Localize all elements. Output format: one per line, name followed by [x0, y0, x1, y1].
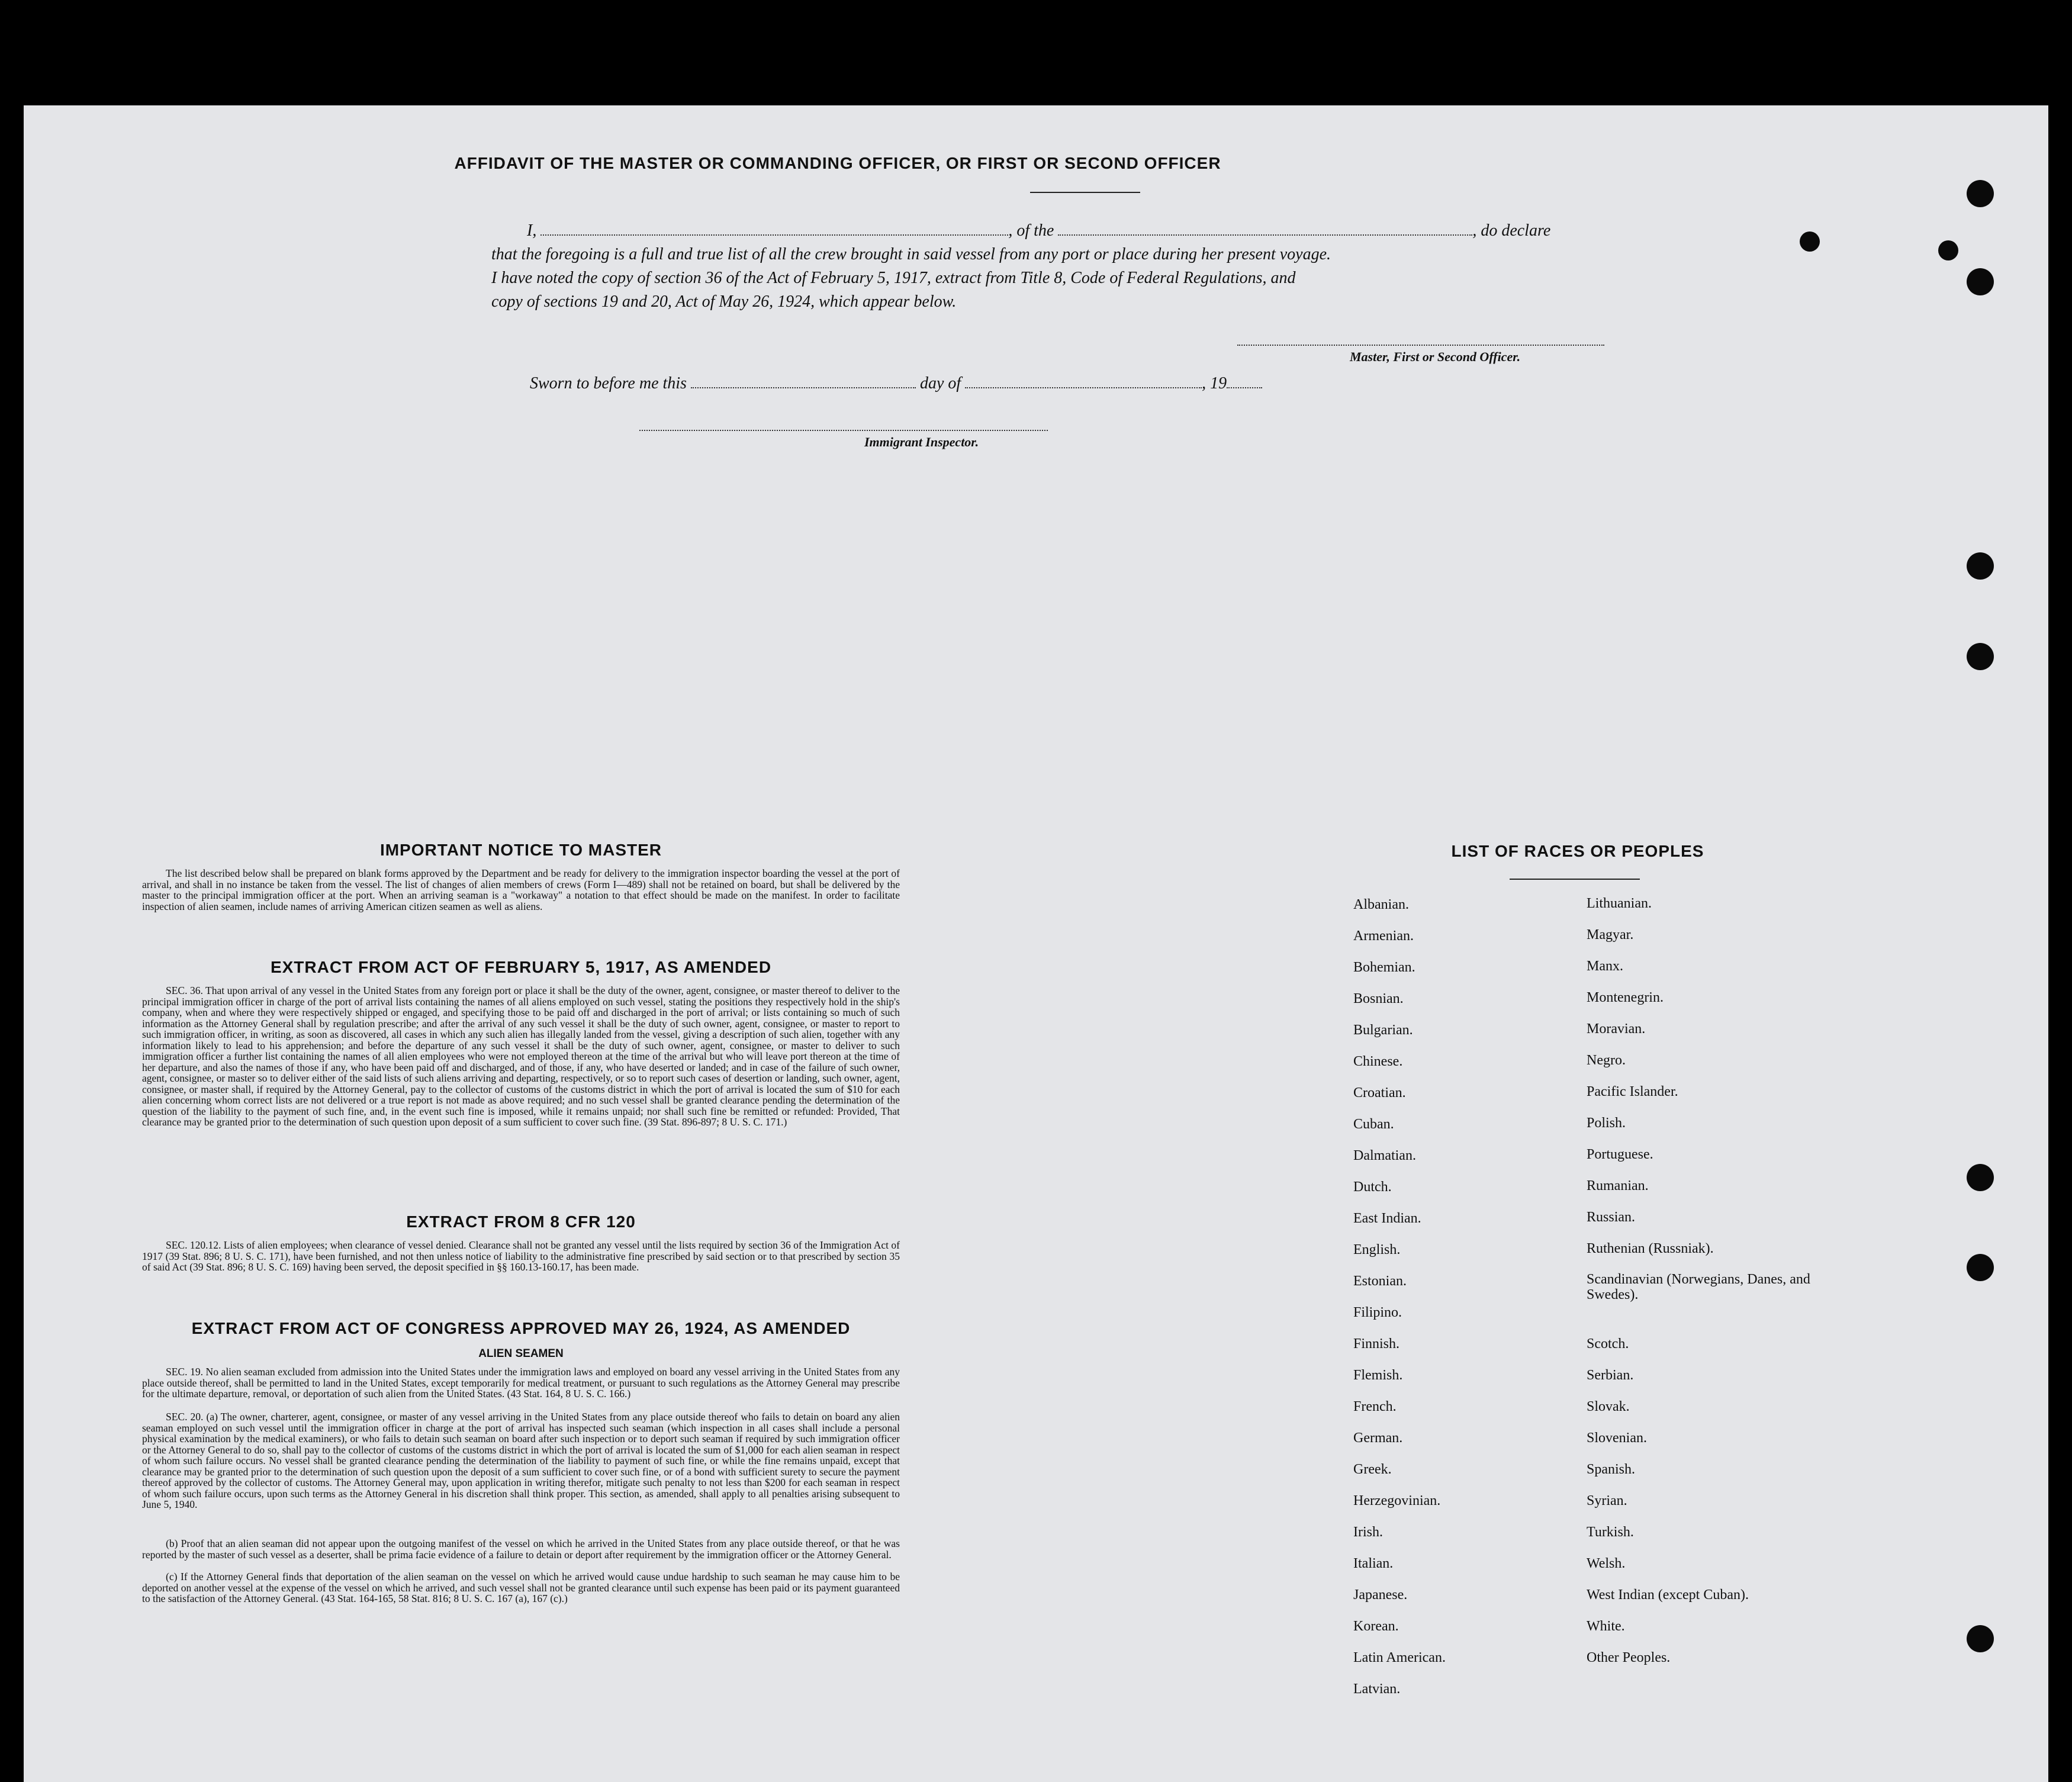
punch-hole — [1967, 1625, 1994, 1652]
day-of-label: day of — [919, 374, 961, 393]
race-item: German. — [1353, 1430, 1403, 1446]
race-item: Croatian. — [1353, 1085, 1406, 1101]
race-item: Estonian. — [1353, 1273, 1407, 1289]
race-item: Korean. — [1353, 1619, 1399, 1634]
master-signature-label: Master, First or Second Officer. — [1350, 349, 1521, 364]
extract-1917-text: SEC. 36. That upon arrival of any vessel in the United States from any foreign port or place it shall be the duty of the owner, agent, consignee, or master thereof to deliver to the principal immigration officer in charge of the port of arrival lists containing the names of all aliens employed on such vessel, stating the positions they respectively hold in the ship's company, when and where they were respectively shipped or engaged, and specifying those to be paid off and discharged in the port of arrival; or lists containing so much of such information as the Attorney General shall by regulation prescribe; and after the arrival of any such vessel it shall be the duty of such owner, agent, consignee, or master to report to such immigration officer, in writing, as soon as discovered, all cases in which any such alien has illegally landed from the vessel, giving a description of such alien, together with any information likely to lead to his apprehension; and before the departure of any such vessel it shall be the duty of such owner, agent, consignee, or master to deliver to such immigration officer a further list containing the names of all alien employees who were not employed thereon at the time of the arrival but who will leave port thereon at the time of her departure, and also the names of those if any, who have been paid off and discharged, and of those, if any, who have deserted or landed; and in case of the failure of such owner, agent, consignee, or master so to deliver either of the said lists of such aliens arriving and departing, respectively, or so to report such cases of desertion or landing, such owner, agent, consignee, or master shall, if required by the Attorney General, pay to the collector of customs of the customs district in which the port of arrival is located the sum of $10 for each alien concerning whom correct lists are not delivered or a true report is not made as above required; and no such vessel shall be granted clearance pending the determination of the question of the liability to the payment of such fine, and, in the event such fine is imposed, while it remains unpaid; nor shall such fine be remitted or refunded: Provided, That clearance may be granted prior to the determination of such question upon deposit of a sum sufficient to cover such fine. (39 Stat. 896-897; 8 U. S. C. 171.) — [142, 985, 900, 1128]
punch-hole — [1967, 1254, 1994, 1281]
race-item: Scotch. — [1587, 1336, 1629, 1352]
extract-1924-heading: EXTRACT FROM ACT OF CONGRESS APPROVED MAY 26, 1924, AS AMENDED — [191, 1319, 851, 1337]
race-item: Welsh. — [1587, 1556, 1626, 1571]
month-blank[interactable] — [965, 374, 1202, 388]
section-20a-text: SEC. 20. (a) The owner, charterer, agent, consignee, or master of any vessel arriving in the United States from any place outside thereof who fails to detain on board any alien seaman employed on such vessel until the immigration officer in charge at the port of arrival has inspected such seaman (which inspection in all cases shall include a personal physical examination by the medical examiners), or who fails to detain such seaman on board after such inspection or to deport such seaman if required by such immigration officer or the Attorney General to do so, shall pay to the collector of customs of the customs district in which the port of arrival is located the sum of $1,000 for each alien seaman in respect of whom such failure occurs. No vessel shall be granted clearance pending the determination of the liability to payment of such fine, or while the fine remains unpaid, except that clearance may be granted prior to the determination of such question upon the deposit of a sum sufficient to cover such fine, or of a bond with sufficient surety to secure the payment thereof approved by the collector of customs. The Attorney General may, upon application in writing therefor, mitigate such penalty to not less than $200 for each seaman in respect of whom such failure occurs, upon such terms as the Attorney General in his discretion shall think proper. This section, as amended, shall apply to all penalties arising subsequent to June 5, 1940. — [142, 1411, 900, 1510]
year-blank[interactable] — [1227, 374, 1262, 388]
race-item: Latvian. — [1353, 1681, 1401, 1697]
i-label: I, — [527, 221, 537, 240]
notice-text: The list described below shall be prepared on blank forms approved by the Department and be ready for delivery to the immigration inspector boarding the vessel at the port of arrival, and shall in no instance be taken from the vessel. The list of changes of alien members of crews (Form I—489) shall not be retained on board, but shall be delivered by the master to the principal immigration officer at the port. When an arriving seaman is a "workaway" a notation to that effect should be made on the manifest. In order to facilitate inspection of alien seamen, include names of arriving American citizen seamen as well as aliens. — [142, 867, 900, 912]
punch-hole — [1967, 643, 1994, 670]
of-the-label: , of the — [1008, 221, 1054, 240]
master-signature-line[interactable] — [1237, 345, 1604, 346]
race-item: Dalmatian. — [1353, 1148, 1416, 1163]
race-item: Filipino. — [1353, 1305, 1402, 1320]
race-item: Albanian. — [1353, 897, 1409, 912]
extract-cfr-text: SEC. 120.12. Lists of alien employees; when clearance of vessel denied. Clearance shall not be granted any vessel until the lists required by section 36 of the Immigration Act of 1917 (39 Stat. 896; 8 U. S. C. 171), have been furnished, and not then unless notice of liability to the administrative fine prescribed by said section or to that prescribed by section 35 of said Act (39 Stat. 896; 8 U. S. C. 169) having been served, the deposit specified in §§ 160.13-160.17, has been made. — [142, 1239, 900, 1273]
race-item: Spanish. — [1587, 1462, 1636, 1477]
punch-hole — [1967, 268, 1994, 295]
extract-1917-heading: EXTRACT FROM ACT OF FEBRUARY 5, 1917, AS AMENDED — [270, 958, 772, 976]
notice-heading: IMPORTANT NOTICE TO MASTER — [379, 841, 662, 859]
affidavit-line-4: copy of sections 19 and 20, Act of May 26, 1924, which appear below. — [491, 292, 957, 311]
race-item: Italian. — [1353, 1556, 1394, 1571]
race-item: Moravian. — [1587, 1021, 1646, 1037]
punch-hole — [1967, 1164, 1994, 1191]
sworn-line — [530, 372, 1262, 395]
section-20c-text: (c) If the Attorney General finds that deportation of the alien seaman on the vessel on which he arrived would cause undue hardship to such seaman he may cause him to be deported on another vessel at the expense of the vessel on which he arrived, and such vessel shall not be granted clearance until such expense has been paid or its payment guaranteed to the satisfaction of the Attorney General. (43 Stat. 164-165, 58 Stat. 816; 8 U. S. C. 167 (a), 167 (c).) — [142, 1571, 900, 1604]
race-item: Rumanian. — [1587, 1178, 1649, 1194]
race-item: West Indian (except Cuban). — [1587, 1587, 1749, 1603]
race-item: Cuban. — [1353, 1117, 1394, 1132]
affidavit-line-2: that the foregoing is a full and true list of all the crew brought in said vessel from any port or place during her present voyage. — [491, 245, 1331, 263]
punch-hole — [1800, 231, 1820, 252]
name-blank[interactable] — [540, 221, 1008, 236]
section-20b-text: (b) Proof that an alien seaman did not appear upon the outgoing manifest of the vessel on which he arrived in the United States from any place outside thereof, or that he was reported by the master of such vessel as a deserter, shall be prima facie evidence of a failure to detain or deport after requirement by the immigration officer or the Attorney General. — [142, 1537, 900, 1561]
race-item: White. — [1587, 1619, 1625, 1634]
race-item: Negro. — [1587, 1053, 1626, 1068]
races-rule — [1510, 879, 1640, 880]
race-item: Ruthenian (Russniak). — [1587, 1241, 1714, 1256]
race-item: Scandinavian (Norwegians, Danes, and Swedes). — [1587, 1272, 1810, 1302]
race-item: Finnish. — [1353, 1336, 1400, 1352]
race-item: Herzegovinian. — [1353, 1493, 1441, 1508]
race-item: Other Peoples. — [1587, 1650, 1671, 1665]
race-item: Greek. — [1353, 1462, 1392, 1477]
race-item: Japanese. — [1353, 1587, 1408, 1603]
punch-hole — [1967, 180, 1994, 207]
race-item: Chinese. — [1353, 1054, 1403, 1069]
vessel-blank[interactable] — [1058, 221, 1472, 236]
race-item: Magyar. — [1587, 927, 1634, 943]
sworn-label: Sworn to before me this — [530, 374, 687, 393]
race-item: Irish. — [1353, 1524, 1383, 1540]
race-item: Polish. — [1587, 1115, 1626, 1131]
inspector-signature-line[interactable] — [639, 430, 1048, 431]
heading-rule — [1030, 192, 1140, 193]
race-item: Dutch. — [1353, 1179, 1392, 1195]
affidavit-heading: AFFIDAVIT OF THE MASTER OR COMMANDING OFFICER, OR FIRST OR SECOND OFFICER — [454, 154, 1221, 172]
race-item: Armenian. — [1353, 928, 1414, 944]
race-item: Bulgarian. — [1353, 1022, 1413, 1038]
race-item: Latin American. — [1353, 1650, 1446, 1665]
year-label: , 19 — [1202, 374, 1227, 393]
race-item: Manx. — [1587, 958, 1623, 974]
race-item: Slovak. — [1587, 1399, 1630, 1414]
race-item: Flemish. — [1353, 1368, 1403, 1383]
do-declare-label: , do declare — [1472, 221, 1551, 240]
race-item: French. — [1353, 1399, 1397, 1414]
race-item: Lithuanian. — [1587, 896, 1652, 911]
extract-cfr-heading: EXTRACT FROM 8 CFR 120 — [406, 1212, 636, 1231]
day-blank[interactable] — [691, 374, 916, 388]
race-item: East Indian. — [1353, 1211, 1421, 1226]
race-item: Portuguese. — [1587, 1147, 1653, 1162]
section-19-text: SEC. 19. No alien seaman excluded from admission into the United States under the immigration laws and employed on board any vessel arriving in the United States from any place outside thereof, shall be permitted to land in the United States, except temporarily for medical treatment, or pursuant to such regulations as the Attorney General may prescribe for the ultimate departure, removal, or deportation of such alien from the United States. (43 Stat. 164, 8 U. S. C. 166.) — [142, 1366, 900, 1400]
affidavit-line-3: I have noted the copy of section 36 of the Act of February 5, 1917, extract from Title 8, Code of Federal Regulations, and — [491, 269, 1296, 287]
races-heading: LIST OF RACES OR PEOPLES — [1451, 842, 1704, 860]
punch-hole — [1967, 552, 1994, 580]
race-item: Turkish. — [1587, 1524, 1634, 1540]
race-item: Russian. — [1587, 1210, 1636, 1225]
affidavit-line-1 — [527, 219, 1550, 243]
inspector-signature-label: Immigrant Inspector. — [864, 435, 979, 449]
race-item: Slovenian. — [1587, 1430, 1647, 1446]
alien-seamen-subheading: ALIEN SEAMEN — [478, 1347, 564, 1360]
race-item: English. — [1353, 1242, 1401, 1257]
punch-hole — [1938, 240, 1958, 260]
race-item: Pacific Islander. — [1587, 1084, 1678, 1099]
race-item: Montenegrin. — [1587, 990, 1664, 1005]
race-item: Syrian. — [1587, 1493, 1627, 1508]
race-item: Bosnian. — [1353, 991, 1404, 1006]
race-item: Serbian. — [1587, 1368, 1634, 1383]
document-page — [24, 105, 2048, 1782]
race-item: Bohemian. — [1353, 960, 1415, 975]
